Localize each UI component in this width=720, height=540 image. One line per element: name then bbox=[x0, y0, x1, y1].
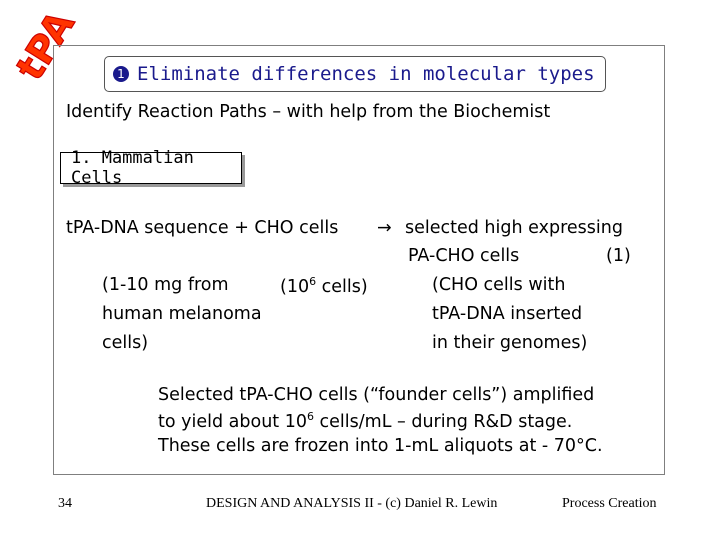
description-line2: to yield about $10^6$ cells/mL – during R&D stage. bbox=[158, 410, 573, 432]
reaction-rhs-line2: PA-CHO cells bbox=[408, 246, 520, 266]
reaction-equation-number: (1) bbox=[606, 246, 631, 266]
tpa-logo-text: tPA bbox=[7, 3, 83, 88]
page-number: 34 bbox=[58, 496, 72, 511]
reaction-lhs: tPA-DNA sequence + CHO cells bbox=[66, 218, 339, 238]
product-note-line2: tPA-DNA inserted bbox=[432, 304, 583, 324]
reaction-arrow: → bbox=[377, 218, 392, 238]
section-heading: 1. Mammalian Cells bbox=[60, 152, 242, 184]
product-note-line1: (CHO cells with bbox=[432, 275, 566, 295]
slide-title bbox=[104, 56, 606, 92]
source-note-line1: (1-10 mg from bbox=[102, 275, 229, 295]
description-line3: These cells are frozen into 1-mL aliquots at - 70°C. bbox=[158, 436, 603, 456]
source-note-line2: human melanoma bbox=[102, 304, 262, 324]
slide-title-text: Eliminate differences in molecular types bbox=[137, 63, 595, 85]
source-note-line3: cells) bbox=[102, 333, 149, 353]
reaction-rhs-line1: selected high expressing bbox=[405, 218, 623, 238]
product-note-line3: in their genomes) bbox=[432, 333, 588, 353]
footer-course-credit: DESIGN AND ANALYSIS II - (c) Daniel R. Lewin bbox=[206, 496, 498, 511]
cell-count-note: ($10^6$ cells) bbox=[280, 275, 368, 297]
numbered-bullet-icon: 1 bbox=[113, 66, 129, 82]
description-line1: Selected tPA-CHO cells (“founder cells”) amplified bbox=[158, 385, 595, 405]
footer-section-name: Process Creation bbox=[562, 496, 657, 511]
subtitle: Identify Reaction Paths – with help from the Biochemist bbox=[66, 102, 551, 122]
